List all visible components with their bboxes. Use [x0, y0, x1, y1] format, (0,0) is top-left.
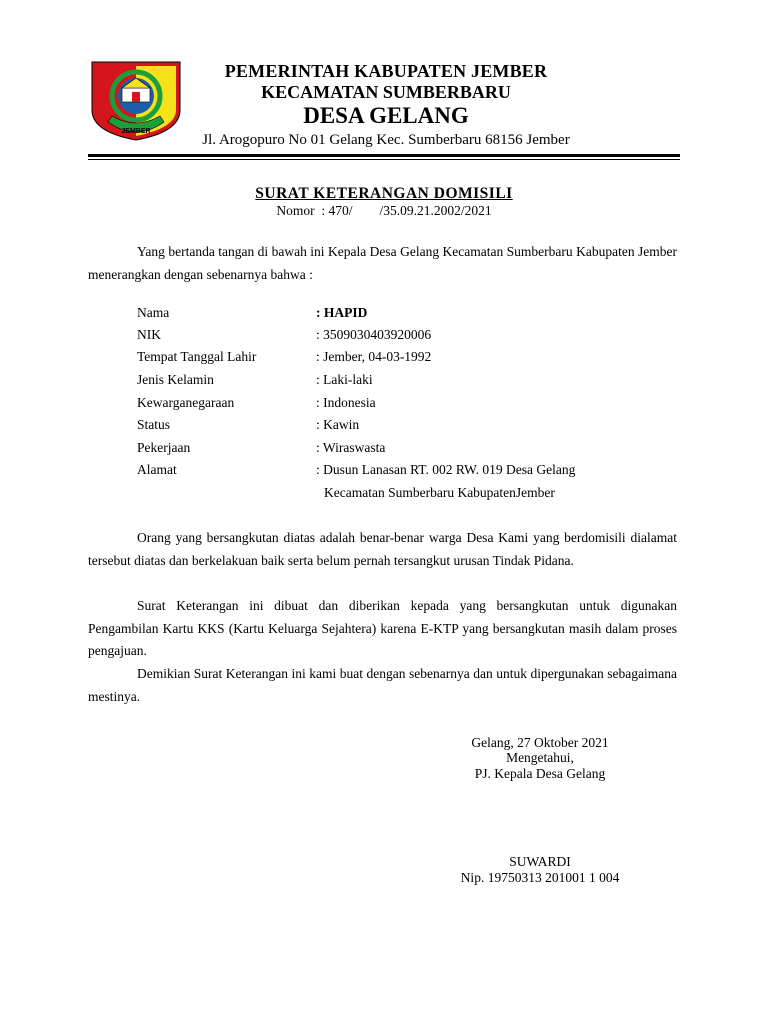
jember-regency-logo: [88, 58, 184, 142]
field-value: : Kawin: [316, 417, 360, 432]
field-label: Pekerjaan: [137, 440, 191, 455]
intro-paragraph: Yang bertanda tangan di bawah ini Kepala Desa Gelang Kecamatan Sumberbaru Kabupaten Jember menerangkan dengan sebenarnya bahwa :: [88, 244, 677, 282]
field-value: : Dusun Lanasan RT. 002 RW. 019 Desa Gelang: [316, 462, 576, 477]
signatory-nip: Nip. 19750313 201001 1 004: [460, 870, 620, 885]
header-rule-thin: [88, 159, 680, 160]
government-name: PEMERINTAH KABUPATEN JEMBER: [224, 61, 548, 81]
field-label: Tempat Tanggal Lahir: [137, 349, 257, 364]
field-label: NIK: [137, 327, 161, 342]
field-value: : Indonesia: [316, 395, 376, 410]
logo-text: JEMBER: [121, 128, 151, 135]
signature-mengetahui: Mengetahui,: [506, 750, 574, 765]
field-label: Jenis Kelamin: [137, 372, 214, 387]
field-value: : Laki-laki: [316, 372, 373, 387]
signature-position: PJ. Kepala Desa Gelang: [474, 766, 606, 781]
letter-number-label: Nomor: [276, 203, 315, 218]
field-value: : 3509030403920006: [316, 327, 432, 342]
field-label: Kewarganegaraan: [137, 395, 235, 410]
district-name: KECAMATAN SUMBERBARU: [261, 82, 511, 102]
village-name: DESA GELANG: [303, 103, 469, 128]
field-label: Status: [137, 417, 171, 432]
letter-number-value: : 470/ /35.09.21.2002/2021: [321, 203, 492, 218]
signatory-name: SUWARDI: [509, 854, 571, 869]
letter-number: [0, 203, 768, 219]
body-paragraph: Surat Keterangan ini dibuat dan diberikan kepada yang bersangkutan untuk digunakan Pengambilan Kartu KKS (Kartu Keluarga Sejahtera) karena E-KTP yang bersangkutan masih dalam proses pengajuan.: [88, 598, 677, 658]
field-value: : Jember, 04-03-1992: [316, 349, 432, 364]
address-line-2: Kecamatan Sumberbaru KabupatenJember: [324, 485, 555, 500]
office-address: Jl. Arogopuro No 01 Gelang Kec. Sumberbaru 68156 Jember: [202, 132, 570, 148]
field-value: : HAPID: [316, 305, 368, 320]
signature-place-date: Gelang, 27 Oktober 2021: [471, 735, 609, 750]
letter-title: SURAT KETERANGAN DOMISILI: [255, 185, 513, 202]
field-value: : Wiraswasta: [316, 440, 386, 455]
letterhead: [186, 60, 586, 149]
body-paragraph: Orang yang bersangkutan diatas adalah benar-benar warga Desa Kami yang berdomisili dialamat tersebut diatas dan berkelakuan baik serta belum pernah tersangkut urusan Tindak Pidana.: [88, 530, 677, 568]
body-paragraph: Demikian Surat Keterangan ini kami buat dengan sebenarnya dan untuk dipergunakan sebagaimana mestinya.: [88, 666, 677, 704]
header-rule-thick: [88, 154, 680, 157]
field-label: Alamat: [137, 462, 177, 477]
field-label: Nama: [137, 305, 170, 320]
